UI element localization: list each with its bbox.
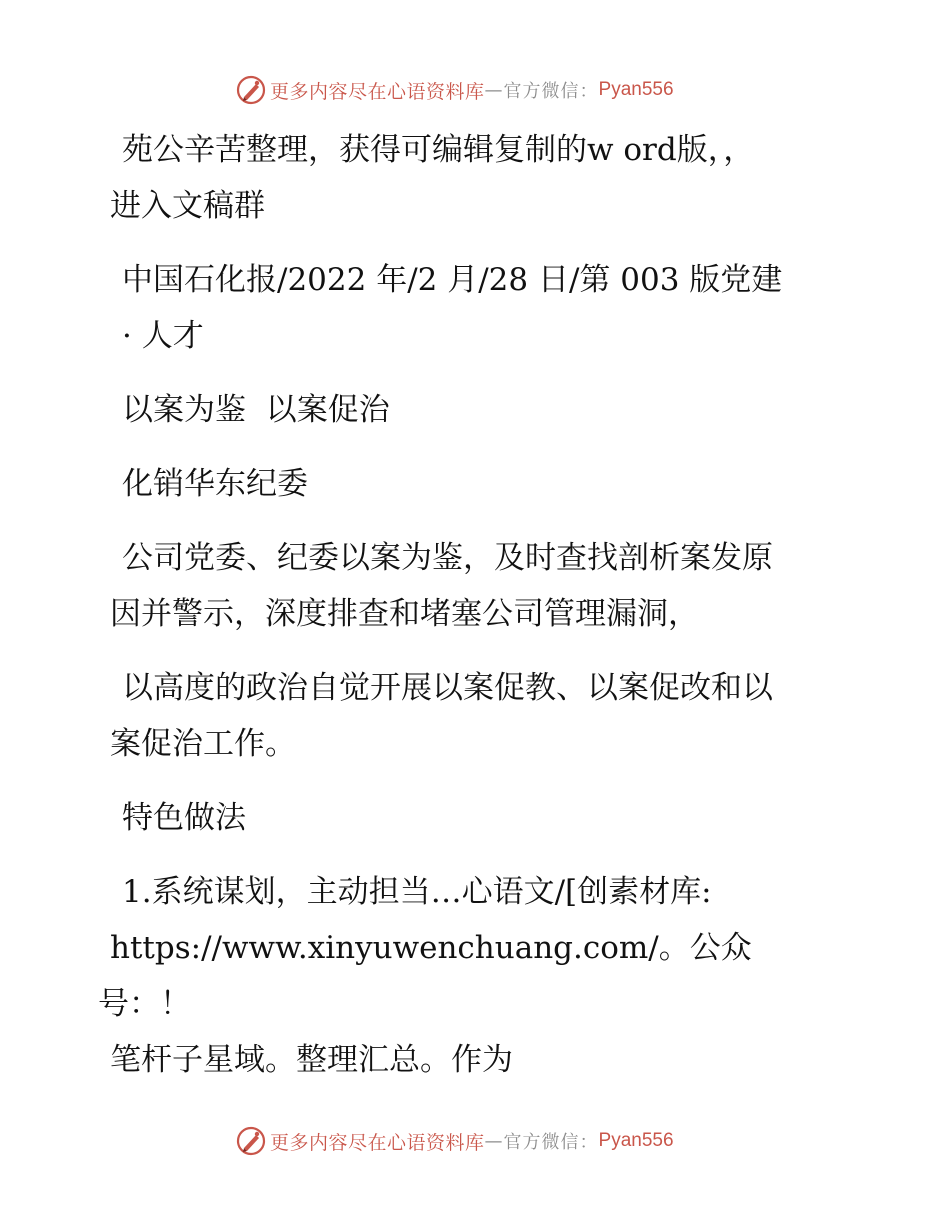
pen-logo-icon [236, 1126, 266, 1156]
text-line: 笔杆子星域。整理汇总。作为 [110, 1042, 513, 1078]
banner-wechat-label: 官方微信： [503, 1132, 599, 1153]
banner-wechat-label: 官方微信： [503, 81, 599, 102]
article-author [98, 456, 838, 512]
paragraph-source [98, 252, 838, 364]
text-line: 公司党委、纪委以案为鉴，及时查找剖析案发原 [122, 540, 773, 576]
banner-separator: — [484, 79, 504, 101]
paragraph-intro [98, 122, 838, 234]
text-line: 化销华东纪委 [122, 466, 308, 502]
text-line: 案促治工作。 [110, 726, 296, 762]
text-line: 特色做法 [122, 800, 246, 836]
banner-slogan: 更多内容尽在心语资料库 [270, 80, 485, 103]
banner-slogan: 更多内容尽在心语资料库 [270, 1131, 485, 1154]
text-line: 以高度的政治自觉开展以案促教、以案促改和以 [122, 670, 773, 706]
banner-wechat-id: Pyan556 [598, 1130, 674, 1151]
banner-wechat-id: Pyan556 [598, 79, 674, 100]
pen-logo-icon [236, 75, 266, 105]
paragraph-body-3 [98, 864, 838, 1088]
text-line: 以案为鉴 以案促治 [122, 392, 390, 428]
text-line: 进入文稿群 [110, 188, 265, 224]
article-title [98, 382, 838, 438]
paragraph-body-2 [98, 660, 838, 772]
text-line: · 人才 [122, 318, 204, 354]
text-line: 因并警示，深度排查和堵塞公司管理漏洞， [110, 596, 699, 632]
text-line: 中国石化报/2022 年/2 月/28 日/第 003 版党建 [122, 262, 783, 298]
text-line: 1.系统谋划，主动担当…心语文/[创素材库: [122, 874, 712, 910]
header-watermark-banner [236, 73, 756, 107]
paragraph-body-1 [98, 530, 838, 642]
section-heading [98, 790, 838, 846]
text-line: https://www.xinyuwenchuang.com/。公众号：！ [98, 930, 752, 1022]
text-line: 苑公辛苦整理，获得可编辑复制的w ord版，， [122, 132, 755, 168]
document-body [98, 122, 838, 1106]
footer-watermark-banner [236, 1124, 756, 1158]
banner-separator: — [484, 1130, 504, 1152]
